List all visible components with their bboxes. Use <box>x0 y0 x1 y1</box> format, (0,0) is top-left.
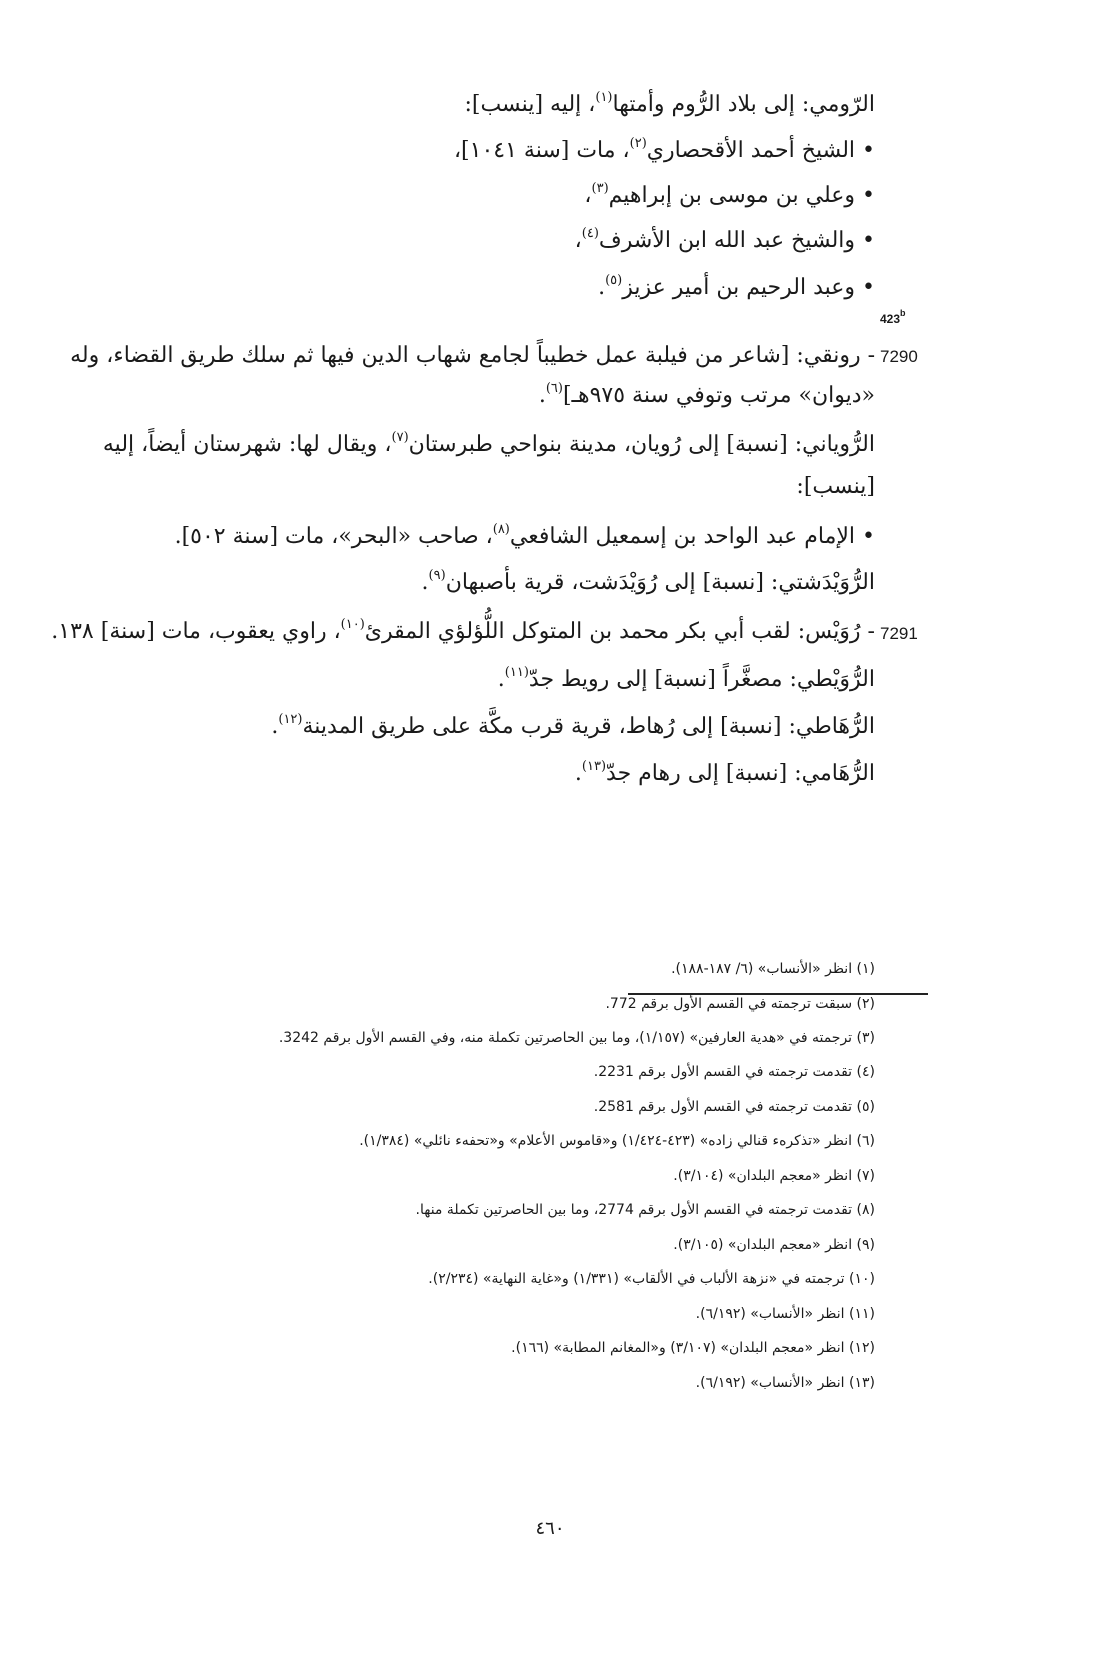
entry-7291 <box>51 616 875 645</box>
manuscript-folio-mark <box>880 308 906 326</box>
entry-7290-line2-text: «ديوان» مرتب وتوفي سنة ٩٧٥هـ] <box>562 383 875 408</box>
bullet-abd-wahid-tail: ، صاحب «البحر»، مات [سنة ٥٠٢]. <box>174 524 493 549</box>
footnote-6: (٦) انظر «تذكرهء قنالي زاده» (٤٢٣-١/٤٢٤) و«قاموس الأعلام» و«تحفهء نائلي» (١/٣٨٤). <box>359 1133 875 1149</box>
entry-7291-tail: ، راوي يعقوب، مات [سنة] ١٣٨. <box>51 619 341 644</box>
entry-ruwayti <box>497 664 875 693</box>
entry-7291-text: - رُوَيْس: لقب أبي بكر محمد بن المتوكل اللُّؤلؤي المقرئ <box>364 619 875 644</box>
entry-ruyani-line1 <box>102 429 875 458</box>
entry-rumi <box>464 89 875 118</box>
footnote-ref-12[interactable]: (١٢) <box>278 711 303 727</box>
entry-ruhami-text: الرُّهَامي: [نسبة] إلى رهام جدّ <box>606 761 875 786</box>
folio-side: b <box>900 308 906 318</box>
footnote-ref-5[interactable]: (٥) <box>605 272 623 288</box>
footnote-ref-8[interactable]: (٨) <box>492 521 510 537</box>
entry-ruhami <box>574 758 875 787</box>
footnote-13: (١٣) انظر «الأنساب» (٦/١٩٢). <box>695 1375 875 1391</box>
footnote-12: (١٢) انظر «معجم البلدان» (٣/١٠٧) و«المغانم المطابة» (١٦٦). <box>511 1340 875 1356</box>
entry-number-7291: 7291 <box>880 624 918 643</box>
entry-rumi-text: الرّومي: إلى بلاد الرُّوم وأمتها <box>612 92 875 117</box>
bullet-akhisari <box>453 135 875 164</box>
entry-ruhati-text: الرُّهَاطي: [نسبة] إلى رُهاط، قرية قرب مكَّة على طريق المدينة <box>302 714 875 739</box>
folio-number: 423 <box>880 312 901 326</box>
footnote-3: (٣) ترجمته في «هدية العارفين» (١/١٥٧)، وما بين الحاصرتين تكملة منه، وفي القسم الأول برقم 3242. <box>278 1030 875 1046</box>
footnote-ref-3[interactable]: (٣) <box>591 180 609 196</box>
footnote-11: (١١) انظر «الأنساب» (٦/١٩٢). <box>695 1306 875 1322</box>
entry-ruwayti-tail: . <box>497 667 505 692</box>
entry-ruwaydashti <box>421 567 875 596</box>
entry-ruwayti-text: الرُّوَيْطي: مصغَّراً [نسبة] إلى رويط جدّ <box>528 667 875 692</box>
bullet-ibn-ashraf <box>574 225 875 254</box>
footnote-10: (١٠) ترجمته في «نزهة الألباب في الألقاب» (١/٣٣١) و«غاية النهاية» (٢/٢٣٤). <box>428 1271 875 1287</box>
footnote-ref-4[interactable]: (٤) <box>581 225 599 241</box>
footnote-ref-9[interactable]: (٩) <box>428 567 446 583</box>
entry-ruhami-tail: . <box>574 761 582 786</box>
footnote-8: (٨) تقدمت ترجمته في القسم الأول برقم 2774، وما بين الحاصرتين تكملة منها. <box>415 1202 875 1218</box>
entry-ruyani-text: الرُّوياني: [نسبة] إلى رُويان، مدينة بنواحي طبرستان <box>408 432 875 457</box>
bullet-abd-wahid <box>174 521 875 550</box>
bullet-abd-rahim-tail: . <box>598 275 606 300</box>
footnote-1: (١) انظر «الأنساب» (٦/ ١٨٧-١٨٨). <box>671 961 875 977</box>
bullet-ali-musa-tail: ، <box>584 183 592 208</box>
entry-number-7290: 7290 <box>880 347 918 366</box>
footnote-separator <box>628 993 928 995</box>
bullet-abd-wahid-text: • الإمام عبد الواحد بن إسمعيل الشافعي <box>509 524 875 549</box>
footnote-ref-10[interactable]: (١٠) <box>340 616 365 632</box>
bullet-abd-rahim <box>598 272 875 301</box>
entry-ruwaydashti-text: الرُّوَيْدَشتي: [نسبة] إلى رُوَيْدَشت، قرية بأصبهان <box>445 570 875 595</box>
entry-ruhati <box>271 711 875 740</box>
bullet-akhisari-tail: ، مات [سنة ١٠٤١]، <box>453 138 630 163</box>
bullet-ali-musa-text: • وعلي بن موسى بن إبراهيم <box>608 183 875 208</box>
entry-7290-tail: . <box>538 383 546 408</box>
footnote-ref-1[interactable]: (١) <box>595 89 613 105</box>
footnote-ref-2[interactable]: (٢) <box>629 135 647 151</box>
bullet-ali-musa <box>584 180 875 209</box>
footnote-9: (٩) انظر «معجم البلدان» (٣/١٠٥). <box>673 1237 875 1253</box>
bullet-ibn-ashraf-text: • والشيخ عبد الله ابن الأشرف <box>598 228 875 253</box>
footnote-2: (٢) سبقت ترجمته في القسم الأول برقم 772. <box>605 996 875 1012</box>
footnote-7: (٧) انظر «معجم البلدان» (٣/١٠٤). <box>673 1168 875 1184</box>
entry-7290-line1-text: - رونقي: [شاعر من فيلبة عمل خطيباً لجامع شهاب الدين فيها ثم سلك طريق القضاء، وله <box>70 343 875 368</box>
footnote-ref-11[interactable]: (١١) <box>504 664 529 680</box>
footnote-5: (٥) تقدمت ترجمته في القسم الأول برقم 2581. <box>593 1099 875 1115</box>
footnote-ref-13[interactable]: (١٣) <box>581 758 607 774</box>
entry-ruwaydashti-tail: . <box>421 570 429 595</box>
bullet-ibn-ashraf-tail: ، <box>574 228 582 253</box>
entry-7290-line1 <box>70 343 875 369</box>
footnote-ref-6[interactable]: (٦) <box>545 380 563 396</box>
page-number: ٤٦٠ <box>535 1518 565 1539</box>
entry-7290-line2 <box>538 380 875 409</box>
entry-ruyani-line2-text: [ينسب]: <box>796 474 875 499</box>
footnote-ref-7[interactable]: (٧) <box>391 429 409 445</box>
bullet-abd-rahim-text: • وعبد الرحيم بن أمير عزيز <box>622 275 875 300</box>
entry-ruyani-line2 <box>796 474 875 500</box>
footnote-4: (٤) تقدمت ترجمته في القسم الأول برقم 2231. <box>593 1064 875 1080</box>
entry-ruyani-tail: ، ويقال لها: شهرستان أيضاً، إليه <box>102 432 392 457</box>
entry-rumi-tail: ، إليه [ينسب]: <box>464 92 596 117</box>
bullet-akhisari-text: • الشيخ أحمد الأقحصاري <box>646 138 875 163</box>
entry-ruhati-tail: . <box>271 714 279 739</box>
